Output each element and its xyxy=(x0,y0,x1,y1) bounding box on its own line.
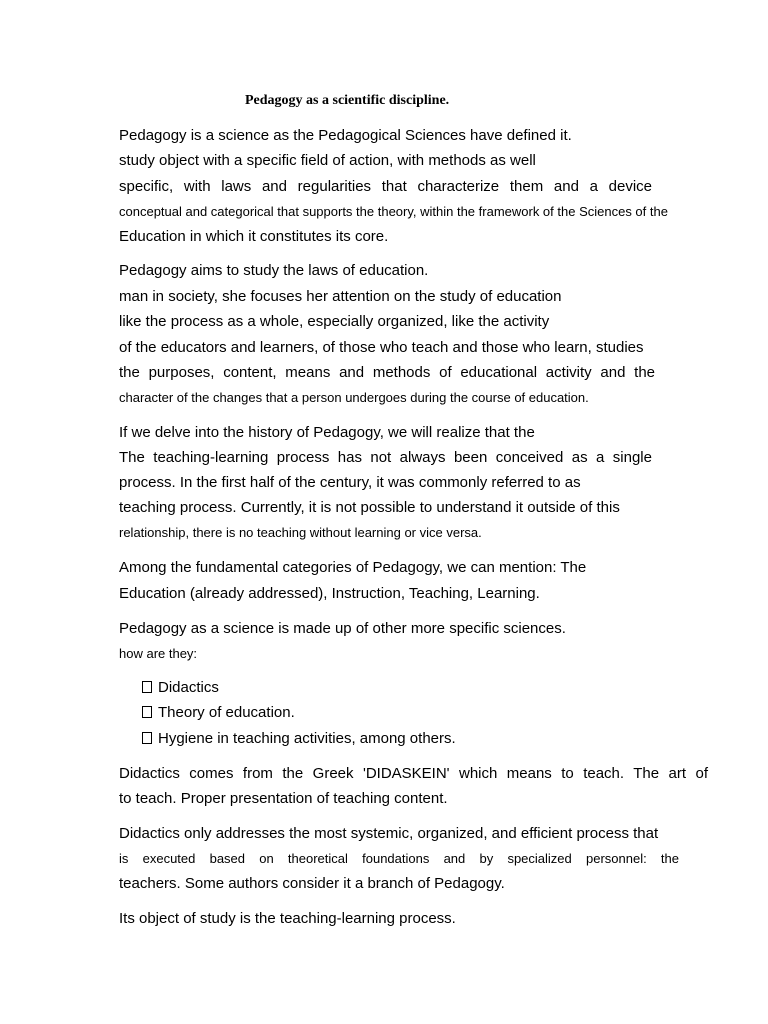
document-title: Pedagogy as a scientific discipline. xyxy=(245,93,450,108)
paragraph-3-line-4: teaching process. Currently, it is not possible to understand it outside of this xyxy=(119,499,620,516)
paragraph-4-line-1: Among the fundamental categories of Pedagogy, we can mention: The xyxy=(119,559,587,576)
paragraph-1-line-1: Pedagogy is a science as the Pedagogical Sciences have defined it. xyxy=(119,127,572,144)
paragraph-1-line-5: Education in which it constitutes its core. xyxy=(119,228,389,245)
paragraph-3-line-2: The teaching-learning process has not always been conceived as a single xyxy=(119,449,652,466)
paragraph-5-line-1: Pedagogy as a science is made up of other more specific sciences. xyxy=(119,620,566,637)
paragraph-6-line-1: Didactics comes from the Greek 'DIDASKEIN' which means to teach. The art of xyxy=(119,765,708,782)
paragraph-1-line-3: specific, with laws and regularities that characterize them and a device xyxy=(119,178,652,195)
paragraph-6-line-2: to teach. Proper presentation of teaching content. xyxy=(119,790,448,807)
checkbox-glyph-icon xyxy=(142,706,152,718)
paragraph-2-line-2: man in society, she focuses her attention on the study of education xyxy=(119,288,562,305)
list-item-text: Theory of education. xyxy=(158,704,295,721)
paragraph-7-line-1: Didactics only addresses the most systemic, organized, and efficient process that xyxy=(119,825,659,842)
paragraph-7-line-3: teachers. Some authors consider it a branch of Pedagogy. xyxy=(119,875,505,892)
paragraph-7-line-2: is executed based on theoretical foundations and by specialized personnel: the xyxy=(119,851,679,866)
paragraph-3-line-3: process. In the first half of the century, it was commonly referred to as xyxy=(119,474,581,491)
list-item-text: Didactics xyxy=(158,679,219,696)
paragraph-1-line-2: study object with a specific field of action, with methods as well xyxy=(119,152,536,169)
paragraph-4-line-2: Education (already addressed), Instruction, Teaching, Learning. xyxy=(119,585,540,602)
paragraph-2-line-1: Pedagogy aims to study the laws of education. xyxy=(119,262,429,279)
list-item xyxy=(142,679,219,697)
checkbox-glyph-icon xyxy=(142,681,152,693)
checkbox-glyph-icon xyxy=(142,732,152,744)
list-item xyxy=(142,704,295,722)
paragraph-8-line-1: Its object of study is the teaching-learning process. xyxy=(119,910,456,927)
paragraph-5-line-2: how are they: xyxy=(119,646,198,661)
paragraph-2-line-4: of the educators and learners, of those who teach and those who learn, studies xyxy=(119,339,644,356)
paragraph-3-line-5: relationship, there is no teaching without learning or vice versa. xyxy=(119,525,482,540)
paragraph-2-line-3: like the process as a whole, especially organized, like the activity xyxy=(119,313,550,330)
paragraph-2-line-5: the purposes, content, means and methods of educational activity and the xyxy=(119,364,655,381)
paragraph-1-line-4: conceptual and categorical that supports the theory, within the framework of the Sciences of the xyxy=(119,204,668,219)
list-item-text: Hygiene in teaching activities, among others. xyxy=(158,730,456,747)
list-item xyxy=(142,730,456,748)
paragraph-3-line-1: If we delve into the history of Pedagogy, we will realize that the xyxy=(119,424,535,441)
paragraph-2-line-6: character of the changes that a person undergoes during the course of education. xyxy=(119,390,589,405)
